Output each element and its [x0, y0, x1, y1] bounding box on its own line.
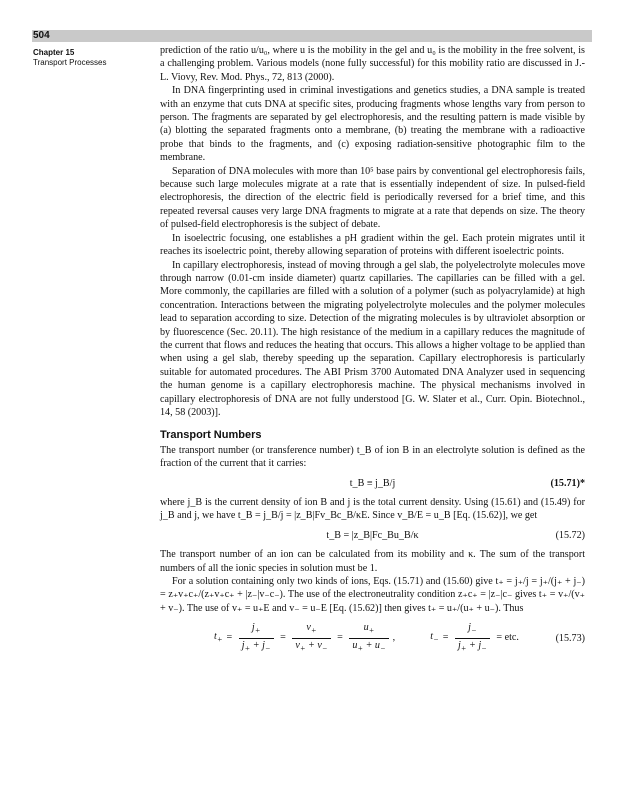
- equation-number: (15.73): [555, 633, 585, 645]
- paragraph: For a solution containing only two kinds of ions, Eqs. (15.71) and (15.60) give t₊ = j₊/j = j₊/(j₊ + j₋) = z₊v₊c₊/(z₊v₊c₊ + |z₋|v₋c₋). The use of the electroneutrality condition z₊c₊ = |z₋|c₋ gives t₊ = v₊/(v₊ + v₋). The use of v₊ = u₊E and v₋ = u₋E [Eq. (15.62)] then gives t₊ = u₊/(u₊ + u₋). Thus: [160, 576, 585, 614]
- paragraph: In capillary electrophoresis, instead of moving through a gel slab, the polyelectrolyte molecules move through narrow (0.01-cm inside diameter) quartz capillaries. The capillaries can be filled with a gel. More commonly, the capillaries are filled with a solution of a polymer (such as polyacrylamide) at high concentration. Interactions between the migrating polyelectrolyte molecules and the polymer molecules lead to separation according to size. Detection of the migrating molecules is by ultraviolet absorption or by fluorescence (Sec. 20.11). The high resistance of the medium in a capillary reduces the magnitude of the current that flows and reduces the heating that occurs. This allows a higher voltage to be applied than when using a gel slab, thereby speeding up the separation. Capillary electrophoresis is particularly suitable for automated procedures. The ABI Prism 3700 Automated DNA Analyzer used in sequencing the human genome is a capillary electrophoresis machine. The physical mechanisms involved in capillary electrophoresis of DNA are not fully understood [G. W. Slater et al., Curr. Opin. Biotechnol., 14, 58 (2003)].: [160, 259, 585, 418]
- equation-body: t_B ≡ j_B/j: [349, 477, 396, 489]
- page-header-bar: [32, 30, 592, 42]
- paragraph: The transport number (or transference number) t_B of ion B in an electrolyte solution is defined as the fraction of the current that it carries:: [160, 444, 585, 470]
- equation-15-73: [160, 621, 585, 655]
- paragraph: The transport number of an ion can be calculated from its mobility and κ. The sum of the transport numbers of all the ionic species in solution must be 1.: [160, 549, 585, 574]
- paragraph: In isoelectric focusing, one establishes a pH gradient within the gel. Each protein migrates until it reaches its isoelectric point, thereby allowing separation of proteins with different isoelectric points.: [160, 232, 585, 258]
- section-heading: Transport Numbers: [160, 429, 262, 442]
- chapter-title: Transport Processes: [33, 58, 107, 67]
- paragraph: where j_B is the current density of ion B and j is the total current density. Using (15.61) and (15.49) for j_B and j, we have t_B = j_B/j = |z_B|Fv_Bc_B/κE. Since v_B/E = u_B [Eq. (15.62)], we get: [160, 497, 585, 522]
- equation-15-72: [160, 529, 585, 542]
- equation-number: (15.71)*: [550, 477, 585, 489]
- page-number: 504: [33, 30, 50, 41]
- fraction-equation: $t_+$ = $\frac{j_+}{j_+ + j_-}$ = $\frac{v_+}{v_+ + v_-}$ = $\frac{u_+}{u_+ + u_-}$ , $t_-$ = $\frac{j_-}{j_+ + j_-}$ = etc.: [214, 622, 519, 653]
- paragraph: Separation of DNA molecules with more than 10⁵ base pairs by conventional gel electrophoresis fails, because such large molecules migrate at a rate that is essentially independent of size. In pulsed-field electrophoresis, the direction of the electric field is periodically reversed for a brief time, and this repeated reversal causes very large DNA fragments to migrate at a rate that depends on size. The theory of pulsed-field electrophoresis is the subject of debate.: [160, 165, 585, 231]
- main-text: [160, 44, 585, 661]
- chapter-sidebar: [33, 48, 153, 68]
- paragraph: In DNA fingerprinting used in criminal investigations and genetics studies, a DNA sample is treated with an enzyme that cuts DNA at specific sites, producing fragments whose lengths vary from person to person. The fragments are separated by gel electrophoresis, and the resulting pattern is made visible by (a) blotting the separated fragments onto a membrane, (b) treating the membrane with a radioactive probe that binds to the fragments, and (c) exposing radiation-sensitive photographic film to the membrane.: [160, 85, 585, 164]
- chapter-label: Chapter 15: [33, 48, 75, 57]
- equation-body: t_B = |z_B|Fc_Bu_B/κ: [326, 529, 419, 541]
- equation-15-71: [160, 477, 585, 490]
- equation-number: (15.72): [555, 529, 585, 541]
- paragraph: prediction of the ratio u/u₀, where u is the mobility in the gel and u₀ is the mobility in the free solvent, is a challenging problem. Various models (none fully successful) for this mobility ratio are discussed in J.-L. Viovy, Rev. Mod. Phys., 72, 813 (2000).: [160, 45, 585, 83]
